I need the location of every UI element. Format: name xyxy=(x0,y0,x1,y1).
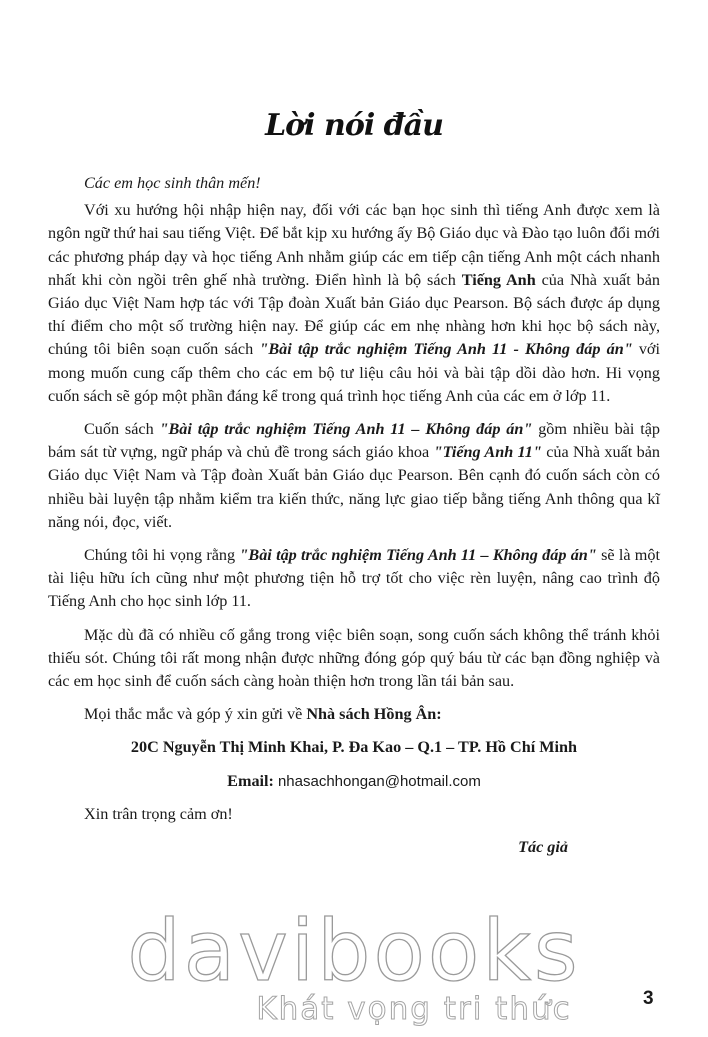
p3-book-title: "Bài tập trắc nghiệm Tiếng Anh 11 – Không đáp án" xyxy=(239,546,597,565)
closing-line: Xin trân trọng cảm ơn! xyxy=(84,804,233,823)
watermark-brand: davibooks xyxy=(127,902,581,1000)
author-signature: Tác giả xyxy=(518,838,568,857)
p1-book-title: "Bài tập trắc nghiệm Tiếng Anh 11 - Không đáp án" xyxy=(259,340,633,359)
publisher-address: 20C Nguyễn Thị Minh Khai, P. Đa Kao – Q.1 – TP. Hồ Chí Minh xyxy=(130,738,578,757)
paragraph-3 xyxy=(48,544,660,614)
email-address: nhasachhongan@hotmail.com xyxy=(277,772,481,790)
p2-book-title: "Bài tập trắc nghiệm Tiếng Anh 11 – Không đáp án" xyxy=(159,420,533,439)
paragraph-2 xyxy=(48,418,660,534)
page-number: 3 xyxy=(643,988,654,1009)
greeting: Các em học sinh thân mến! xyxy=(84,174,261,192)
p1-bold-series: Tiếng Anh xyxy=(461,270,536,289)
p2-textbook-title: "Tiếng Anh 11" xyxy=(433,443,542,462)
p3-text-a: Chúng tôi hi vọng rằng xyxy=(84,546,240,565)
p3-text-c: sẽ là một tài liệu hữu ích cũng như một phương tiện hỗ trợ tốt cho việc rèn luyện, nâng cao trình độ Tiếng Anh cho học sinh lớp 11. xyxy=(48,546,660,611)
p1-text-a: Với xu hướng hội nhập hiện nay, đối với các bạn học sinh thì tiếng Anh được xem là ngôn ngữ thứ hai sau tiếng Việt. Để bắt kịp xu hướng ấy Bộ Giáo dục và Đào tạo luôn đổi mới các phương pháp dạy và học tiếng Anh nhằm giúp các em tiếp cận tiếng Anh một cách nhanh nhất khi còn ngồi trên ghế nhà trường. Điển hình là bộ sách xyxy=(48,201,660,289)
preface-body xyxy=(48,172,660,869)
contact-intro-text: Mọi thắc mắc và góp ý xin gửi về xyxy=(84,705,307,724)
p2-text-c: gồm nhiều bài tập bám sát từ vựng, ngữ pháp và chủ đề trong sách giáo khoa xyxy=(48,420,661,462)
paragraph-1 xyxy=(48,199,660,408)
contact-intro xyxy=(48,703,660,726)
p1-text-e: với mong muốn cung cấp thêm cho các em bộ tư liệu câu hỏi và bài tập dồi dào hơn. Hi vọng cuốn sách sẽ góp một phần đáng kể trong quá trình học tiếng Anh của các em ở lớp 11. xyxy=(48,340,660,405)
paragraph-4: Mặc dù đã có nhiều cố gắng trong việc biên soạn, song cuốn sách không thể tránh khỏi thiếu sót. Chúng tôi rất mong nhận được những đóng góp quý báu từ các bạn đồng nghiệp và các em học sinh để cuốn sách càng hoàn thiện hơn trong lần tái bản sau. xyxy=(48,625,660,691)
publisher-name: Nhà sách Hồng Ân: xyxy=(306,705,442,724)
p2-text-e: của Nhà xuất bản Giáo dục Việt Nam và Tập đoàn Xuất bản Giáo dục Pearson. Bên cạnh đó cuốn sách còn có nhiều bài luyện tập nhằm kiểm tra kiến thức, năng lực giao tiếp bằng tiếng Anh thông qua kĩ năng nói, đọc, viết. xyxy=(48,443,660,531)
watermark-slogan: Khát vọng tri thức xyxy=(256,991,572,1027)
email-line xyxy=(48,770,660,793)
p2-text-a: Cuốn sách xyxy=(84,420,160,439)
page-title: Lời nói đầu xyxy=(265,108,443,143)
p1-text-c: của Nhà xuất bản Giáo dục Việt Nam hợp tác với Tập đoàn Xuất bản Giáo dục Pearson. Bộ sách được áp dụng thí điểm cho một số trường hiện nay. Để giúp các em nhẹ nhàng hơn khi học bộ sách này, chúng tôi biên soạn cuốn sách xyxy=(48,270,660,359)
email-label: Email: xyxy=(227,771,274,790)
